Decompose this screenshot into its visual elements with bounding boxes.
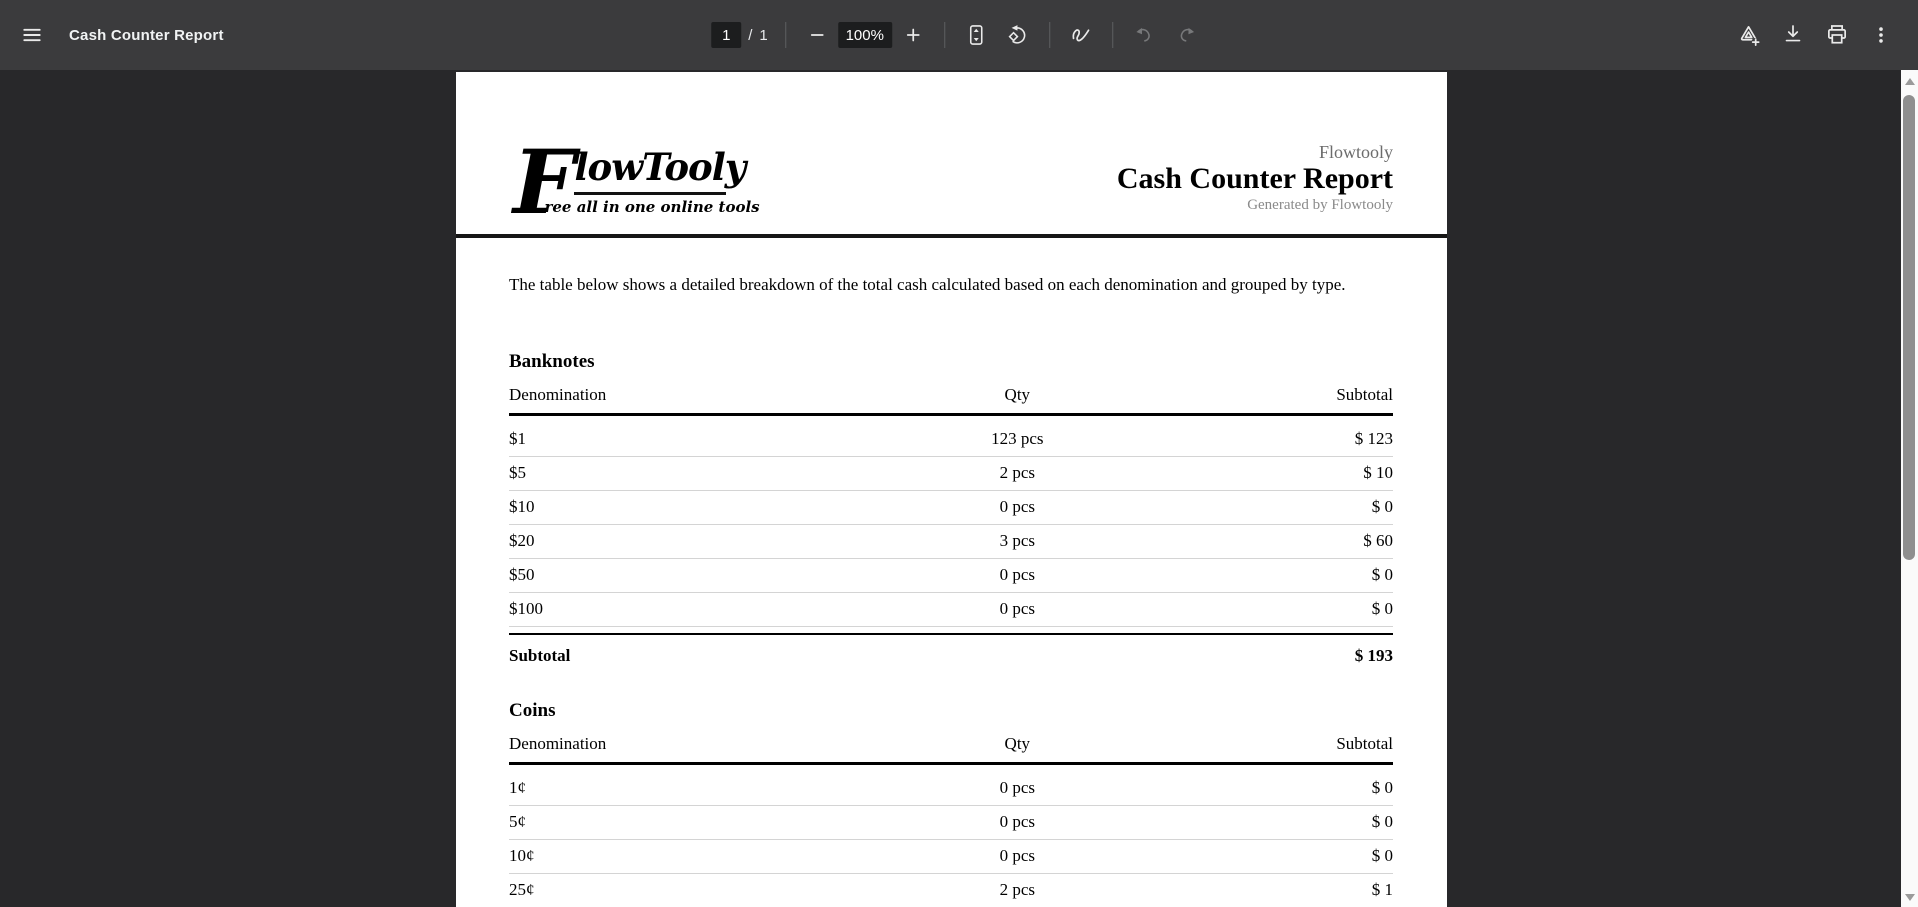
scroll-down-button[interactable] [1901,889,1918,905]
menu-button[interactable] [11,14,53,56]
flowtooly-logo [513,130,760,234]
table-header-banknotes [509,373,1393,416]
denomination-cell: $10 [509,497,535,517]
zoom-out-button[interactable] [796,14,838,56]
section-heading-coins: Coins [509,700,556,722]
plus-icon [902,24,924,46]
subtotal-row [509,633,1393,676]
toolbar-center-group [711,0,1207,70]
draw-squiggle-icon [1069,23,1093,47]
subtotal-cell: $ 1 [1371,880,1393,900]
rotate-button[interactable] [997,14,1039,56]
qty-cell: 3 pcs [999,531,1035,551]
subtotal-cell: $ 0 [1371,778,1393,798]
subtotal-cell: $ 0 [1371,497,1393,517]
denomination-cell: 1¢ [509,778,526,798]
subtotal-cell: $ 0 [1371,812,1393,832]
qty-cell: 2 pcs [999,880,1035,900]
table-row [509,593,1393,627]
qty-cell: 0 pcs [999,497,1035,517]
denomination-cell: $100 [509,599,543,619]
table-row [509,874,1393,907]
hamburger-menu-icon [20,23,44,47]
subtotal-cell: $ 60 [1363,531,1393,551]
toolbar-divider [944,22,945,48]
column-header: Denomination [509,385,607,405]
toolbar-divider [1049,22,1050,48]
document-body [456,275,1447,907]
table-row [509,416,1393,457]
print-icon [1825,23,1849,47]
toolbar-divider [1112,22,1113,48]
pdf-page [456,72,1447,907]
subtotal-value: $ 193 [1354,646,1393,666]
zoom-level-input[interactable] [838,22,892,48]
document-title: Cash Counter Report [69,26,224,44]
three-dot-menu-icon [1870,24,1892,46]
denomination-cell: 25¢ [509,880,535,900]
annotate-button[interactable] [1060,14,1102,56]
toolbar-left-group [0,14,224,56]
logo-tagline: ree all in one online tools [544,197,760,216]
zoom-in-button[interactable] [892,14,934,56]
print-button[interactable] [1816,14,1858,56]
column-header: Subtotal [1336,734,1393,754]
subtotal-cell: $ 0 [1371,846,1393,866]
table-row [509,559,1393,593]
table-row [509,457,1393,491]
save-to-drive-button[interactable] [1728,14,1770,56]
column-header: Qty [1004,385,1031,405]
section-heading-banknotes: Banknotes [509,351,595,373]
page-count: 1 [759,26,768,44]
qty-cell: 0 pcs [999,778,1035,798]
subtotal-cell: $ 0 [1371,599,1393,619]
save-to-drive-icon [1737,23,1761,47]
denomination-cell: $5 [509,463,526,483]
redo-button[interactable] [1165,14,1207,56]
undo-button[interactable] [1123,14,1165,56]
scroll-up-button[interactable] [1901,73,1918,89]
rotate-counterclockwise-icon [1007,24,1029,46]
fit-to-page-icon [965,24,987,46]
redo-icon [1175,24,1197,46]
subtotal-cell: $ 0 [1371,565,1393,585]
qty-cell: 123 pcs [991,429,1044,449]
denomination-cell: $1 [509,429,526,449]
subtotal-cell: $ 10 [1363,463,1393,483]
report-title-block [1117,142,1393,214]
table-row [509,765,1393,806]
column-header: Denomination [509,734,607,754]
logo-text-block [544,145,760,218]
intro-paragraph: The table below shows a detailed breakdown of the total cash calculated based on each denomination and grouped by type. [509,275,1346,295]
scrollbar-thumb[interactable] [1903,95,1915,560]
subtotal-label: Subtotal [509,646,571,666]
subtotal-cell: $ 123 [1354,429,1393,449]
denomination-cell: 10¢ [509,846,535,866]
more-options-button[interactable] [1860,14,1902,56]
undo-icon [1133,24,1155,46]
brand-name: Flowtooly [1318,142,1393,162]
table-row [509,806,1393,840]
logo-underline [574,192,726,195]
column-header: Qty [1004,734,1031,754]
document-header [456,72,1447,234]
table-header-coins [509,722,1393,765]
logo-initial: F [513,130,573,234]
qty-cell: 2 pcs [999,463,1035,483]
minus-icon [806,24,828,46]
denomination-cell: $20 [509,531,535,551]
qty-cell: 0 pcs [999,846,1035,866]
denomination-cell: $50 [509,565,535,585]
scroll-up-icon [1905,78,1915,85]
download-button[interactable] [1772,14,1814,56]
fit-to-page-button[interactable] [955,14,997,56]
report-title: Cash Counter Report [1116,162,1393,195]
toolbar-right-group [1728,14,1918,56]
qty-cell: 0 pcs [999,812,1035,832]
table-row [509,840,1393,874]
pdf-viewport [0,70,1901,907]
header-rule [456,234,1447,238]
vertical-scrollbar[interactable] [1901,70,1918,907]
logo-word: lowTooly [574,145,746,189]
page-number-input[interactable] [711,22,741,48]
qty-cell: 0 pcs [999,599,1035,619]
denomination-cell: 5¢ [509,812,526,832]
column-header: Subtotal [1336,385,1393,405]
scroll-down-icon [1905,894,1915,901]
table-row [509,491,1393,525]
page-separator: / [748,26,753,44]
pdf-viewer-toolbar [0,0,1918,70]
toolbar-divider [785,22,786,48]
qty-cell: 0 pcs [999,565,1035,585]
download-icon [1781,23,1805,47]
report-subtitle: Generated by Flowtooly [1247,197,1393,213]
table-row [509,525,1393,559]
